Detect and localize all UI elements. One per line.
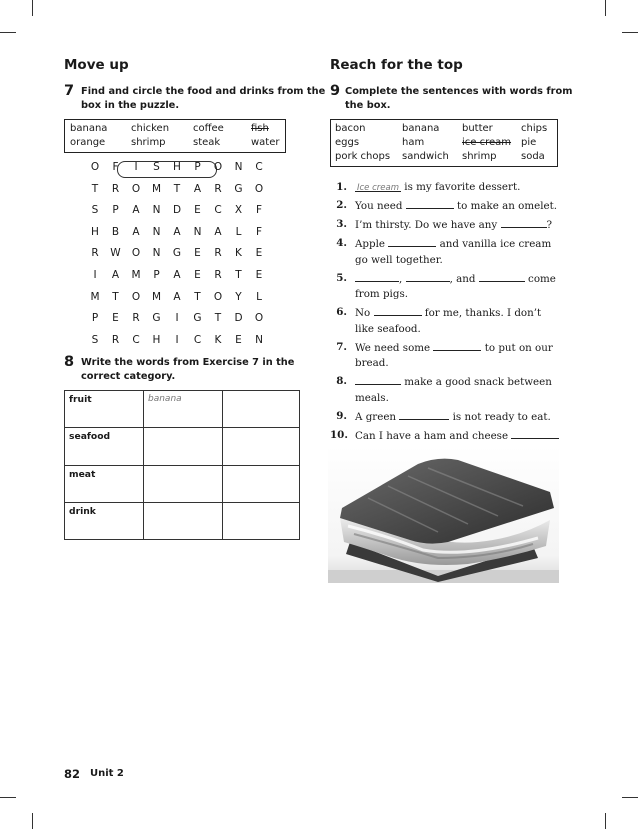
- sentence-text: ,: [399, 272, 403, 285]
- sentence-number: 7.: [336, 340, 347, 353]
- sentence-text: You need: [355, 200, 403, 212]
- word-box-item: shrimp: [462, 151, 497, 162]
- puzzle-letter[interactable]: X: [234, 204, 243, 217]
- puzzle-letter[interactable]: W: [110, 247, 121, 260]
- puzzle-letter[interactable]: N: [152, 225, 161, 238]
- sentence-text: , and: [449, 272, 476, 285]
- sentence-text: make a good snack between meals.: [355, 376, 552, 404]
- answer-blank[interactable]: [511, 428, 559, 439]
- category-label: meat: [65, 465, 144, 502]
- word-box-item: steak: [193, 137, 221, 148]
- puzzle-letter[interactable]: O: [213, 161, 223, 173]
- puzzle-letter[interactable]: N: [234, 161, 243, 173]
- puzzle-letter[interactable]: A: [193, 182, 202, 195]
- category-answer[interactable]: [144, 502, 223, 539]
- sentence-number: 3.: [336, 218, 347, 230]
- puzzle-letter[interactable]: N: [152, 204, 161, 217]
- crop-mark: [622, 32, 638, 33]
- exercise-7-number: 7: [64, 83, 75, 99]
- puzzle-letter[interactable]: A: [132, 225, 140, 238]
- word-box-item: banana: [402, 123, 440, 134]
- crop-mark: [32, 0, 33, 16]
- crop-mark: [0, 32, 16, 33]
- category-row: [65, 391, 300, 428]
- puzzle-letter[interactable]: O: [131, 290, 141, 303]
- puzzle-letter[interactable]: N: [193, 225, 202, 238]
- page-number: 82: [64, 767, 81, 781]
- puzzle-letter[interactable]: I: [134, 161, 138, 173]
- puzzle-row: [88, 183, 278, 197]
- exercise-7-word-box: [64, 119, 286, 153]
- crop-mark: [605, 0, 606, 16]
- puzzle-letter[interactable]: M: [131, 269, 141, 281]
- puzzle-letter[interactable]: S: [153, 161, 160, 173]
- sentence-1: [330, 180, 562, 196]
- sandwich-photo: [328, 446, 559, 583]
- puzzle-letter[interactable]: B: [111, 225, 120, 238]
- sentence-number: 2.: [336, 199, 347, 211]
- word-box-item: sandwich: [402, 151, 449, 162]
- category-answer[interactable]: [144, 465, 223, 502]
- sentence-text: We need some: [355, 341, 431, 354]
- puzzle-letter[interactable]: M: [151, 182, 162, 195]
- sentence-text: is not ready to eat.: [452, 410, 551, 423]
- puzzle-row: [88, 204, 278, 218]
- unit-label: Unit 2: [90, 768, 124, 779]
- puzzle-letter[interactable]: D: [234, 312, 243, 325]
- puzzle-letter[interactable]: D: [172, 204, 182, 217]
- answer-blank[interactable]: [399, 409, 449, 420]
- puzzle-letter[interactable]: T: [235, 269, 242, 281]
- instruction-line: Complete the sentences with words from: [345, 86, 573, 97]
- category-row: [65, 428, 300, 465]
- category-label: drink: [65, 502, 144, 539]
- puzzle-letter[interactable]: R: [91, 247, 99, 260]
- sentence-3: [330, 217, 562, 234]
- puzzle-letter[interactable]: I: [175, 312, 179, 325]
- puzzle-letter[interactable]: L: [256, 290, 262, 303]
- puzzle-letter[interactable]: P: [194, 161, 201, 173]
- puzzle-letter[interactable]: O: [131, 247, 141, 260]
- word-box-item: chips: [521, 123, 548, 134]
- sentence-text: come from pigs.: [355, 272, 556, 300]
- puzzle-letter[interactable]: E: [194, 269, 201, 281]
- puzzle-letter[interactable]: R: [214, 269, 222, 281]
- puzzle-letter[interactable]: A: [173, 225, 181, 238]
- word-box-item: bacon: [335, 123, 366, 134]
- puzzle-letter[interactable]: Y: [235, 290, 242, 303]
- puzzle-row: [88, 291, 278, 305]
- answer-blank[interactable]: [433, 340, 481, 351]
- category-row: [65, 465, 300, 502]
- answer-blank[interactable]: [479, 271, 525, 282]
- puzzle-letter[interactable]: T: [173, 182, 181, 195]
- category-answer[interactable]: banana: [144, 391, 223, 428]
- category-answer[interactable]: [223, 502, 300, 539]
- puzzle-letter[interactable]: C: [193, 333, 202, 346]
- sentence-number: 6.: [336, 306, 347, 318]
- word-box-item: ham: [402, 137, 425, 148]
- sentence-text: and vanilla ice cream go well together.: [355, 238, 552, 266]
- puzzle-letter[interactable]: E: [112, 312, 119, 325]
- sentence-number: 10.: [330, 428, 348, 441]
- sentence-text: ?: [546, 219, 553, 231]
- puzzle-letter[interactable]: A: [214, 225, 222, 238]
- sentence-number: 9.: [336, 409, 347, 422]
- word-box-item: butter: [462, 123, 493, 134]
- puzzle-letter[interactable]: T: [214, 312, 222, 325]
- exercise-8-number: 8: [64, 354, 75, 370]
- puzzle-letter[interactable]: N: [152, 247, 161, 260]
- puzzle-letter[interactable]: A: [173, 269, 181, 281]
- puzzle-letter[interactable]: I: [175, 333, 179, 346]
- puzzle-letter[interactable]: G: [234, 182, 243, 195]
- puzzle-letter[interactable]: G: [193, 312, 202, 325]
- sentence-number: 1.: [336, 181, 347, 193]
- puzzle-row: [88, 247, 278, 261]
- answer-blank[interactable]: [501, 217, 547, 228]
- puzzle-letter[interactable]: S: [91, 204, 99, 217]
- puzzle-letter[interactable]: N: [255, 333, 263, 346]
- section-title-reach-for-the-top: Reach for the top: [330, 57, 463, 73]
- puzzle-letter[interactable]: R: [214, 182, 222, 195]
- crop-mark: [622, 797, 638, 798]
- puzzle-row: [88, 312, 278, 326]
- sentence-7: [330, 340, 562, 372]
- sentence-2: [330, 198, 562, 215]
- puzzle-letter[interactable]: R: [214, 247, 222, 260]
- sentence-number: 8.: [336, 375, 347, 387]
- exercise-9-number: 9: [330, 83, 341, 99]
- sentence-text: is my favorite dessert.: [404, 181, 521, 193]
- instruction-line: the box.: [345, 100, 391, 111]
- puzzle-letter[interactable]: E: [194, 204, 201, 217]
- answer-blank[interactable]: [374, 305, 422, 316]
- puzzle-letter[interactable]: H: [152, 333, 161, 346]
- instruction-line: box in the puzzle.: [81, 100, 180, 111]
- word-box-item: water: [251, 137, 280, 148]
- puzzle-letter[interactable]: R: [111, 333, 120, 346]
- category-table: [64, 390, 300, 540]
- instruction-line: correct category.: [81, 371, 176, 382]
- sentence-text: to put on our bread.: [355, 341, 553, 369]
- sentence-text: A green: [355, 410, 397, 423]
- section-title-move-up: Move up: [64, 57, 129, 73]
- puzzle-letter[interactable]: O: [254, 182, 264, 195]
- sentence-text: Apple: [355, 238, 386, 250]
- puzzle-letter[interactable]: M: [151, 290, 162, 303]
- sentence-4: [330, 236, 562, 268]
- puzzle-letter[interactable]: P: [91, 312, 99, 325]
- exercise-9-instruction: [345, 85, 572, 113]
- puzzle-letter[interactable]: A: [132, 204, 140, 217]
- puzzle-letter[interactable]: S: [91, 333, 99, 346]
- puzzle-letter[interactable]: C: [214, 204, 222, 217]
- puzzle-letter[interactable]: T: [194, 290, 201, 303]
- category-row: [65, 502, 300, 539]
- word-box-item: orange: [70, 137, 106, 148]
- puzzle-letter[interactable]: A: [173, 290, 181, 303]
- puzzle-letter[interactable]: O: [90, 161, 100, 173]
- puzzle-letter[interactable]: E: [255, 269, 263, 281]
- puzzle-letter[interactable]: O: [131, 182, 141, 195]
- puzzle-letter[interactable]: A: [111, 269, 120, 281]
- puzzle-letter[interactable]: O: [254, 312, 264, 325]
- instruction-line: Find and circle the food and drinks from the: [81, 86, 326, 97]
- puzzle-letter[interactable]: M: [90, 290, 100, 303]
- word-box-item-crossed: fish: [251, 123, 269, 134]
- word-box-item: coffee: [193, 123, 224, 134]
- category-label: seafood: [65, 428, 144, 465]
- answer-blank[interactable]: [388, 236, 436, 247]
- puzzle-letter[interactable]: E: [255, 247, 263, 260]
- puzzle-letter[interactable]: L: [235, 225, 242, 238]
- puzzle-letter[interactable]: H: [173, 161, 181, 173]
- puzzle-letter[interactable]: E: [235, 333, 242, 346]
- word-box-item-crossed: ice cream: [462, 137, 512, 148]
- category-answer[interactable]: [144, 428, 223, 465]
- crop-mark: [605, 813, 606, 829]
- word-box-item: soda: [521, 151, 545, 162]
- sentence-text: I’m thirsty. Do we have any: [355, 219, 498, 231]
- word-box-item: banana: [70, 123, 108, 134]
- puzzle-letter[interactable]: R: [111, 182, 120, 195]
- word-box-item: eggs: [335, 137, 360, 148]
- answer-blank[interactable]: [355, 374, 401, 385]
- puzzle-letter[interactable]: C: [132, 333, 140, 346]
- puzzle-letter[interactable]: H: [91, 225, 99, 238]
- sentence-6: [330, 305, 562, 337]
- puzzle-letter[interactable]: G: [152, 312, 161, 325]
- sentence-5: [330, 271, 562, 303]
- puzzle-letter[interactable]: I: [93, 269, 97, 281]
- puzzle-row: [88, 161, 278, 175]
- puzzle-letter[interactable]: F: [255, 204, 263, 217]
- exercise-8-instruction: [81, 356, 294, 384]
- sentence-text: No: [355, 307, 371, 319]
- word-box-item: pie: [521, 137, 537, 148]
- sentence-text: to make an omelet.: [456, 200, 558, 212]
- puzzle-letter[interactable]: K: [235, 247, 242, 260]
- puzzle-letter[interactable]: C: [255, 161, 263, 173]
- puzzle-letter[interactable]: T: [91, 182, 99, 195]
- category-answer[interactable]: [223, 465, 300, 502]
- answer-blank-filled[interactable]: Ice cream: [357, 183, 399, 193]
- puzzle-row: [88, 334, 278, 348]
- puzzle-letter[interactable]: P: [112, 204, 119, 217]
- crop-mark: [0, 797, 16, 798]
- puzzle-row: [88, 269, 278, 283]
- instruction-line: Write the words from Exercise 7 in the: [81, 357, 295, 368]
- answer-blank[interactable]: [355, 271, 399, 282]
- sentence-8: [330, 374, 562, 406]
- exercise-9-word-box: [330, 119, 558, 167]
- crop-mark: [32, 813, 33, 829]
- word-box-item: chicken: [131, 123, 170, 134]
- puzzle-letter[interactable]: F: [255, 225, 263, 238]
- category-answer[interactable]: [223, 391, 300, 428]
- puzzle-letter[interactable]: O: [213, 290, 223, 303]
- puzzle-letter[interactable]: T: [112, 290, 119, 303]
- word-box-item: shrimp: [131, 137, 166, 148]
- answer-blank[interactable]: [406, 198, 454, 209]
- puzzle-letter[interactable]: F: [112, 161, 119, 173]
- sentence-text: Can I have a ham and cheese: [355, 429, 509, 442]
- sentence-number: 4.: [336, 237, 347, 249]
- puzzle-letter[interactable]: K: [214, 333, 222, 346]
- sentence-number: 5.: [336, 271, 347, 284]
- sentence-9: [330, 409, 562, 426]
- puzzle-letter[interactable]: G: [172, 247, 182, 260]
- answer-blank[interactable]: [406, 271, 450, 282]
- sentence-text: for me, thanks. I don’t like seafood.: [355, 307, 542, 335]
- puzzle-letter[interactable]: R: [132, 312, 140, 325]
- exercise-7-instruction: [81, 85, 325, 113]
- puzzle-row: [88, 226, 278, 240]
- exercise-9-sentences: [330, 180, 562, 462]
- category-answer[interactable]: [223, 428, 300, 465]
- word-box-item: pork chops: [335, 151, 391, 162]
- category-label: fruit: [65, 391, 144, 428]
- puzzle-letter[interactable]: P: [153, 269, 160, 281]
- puzzle-letter[interactable]: E: [194, 247, 201, 260]
